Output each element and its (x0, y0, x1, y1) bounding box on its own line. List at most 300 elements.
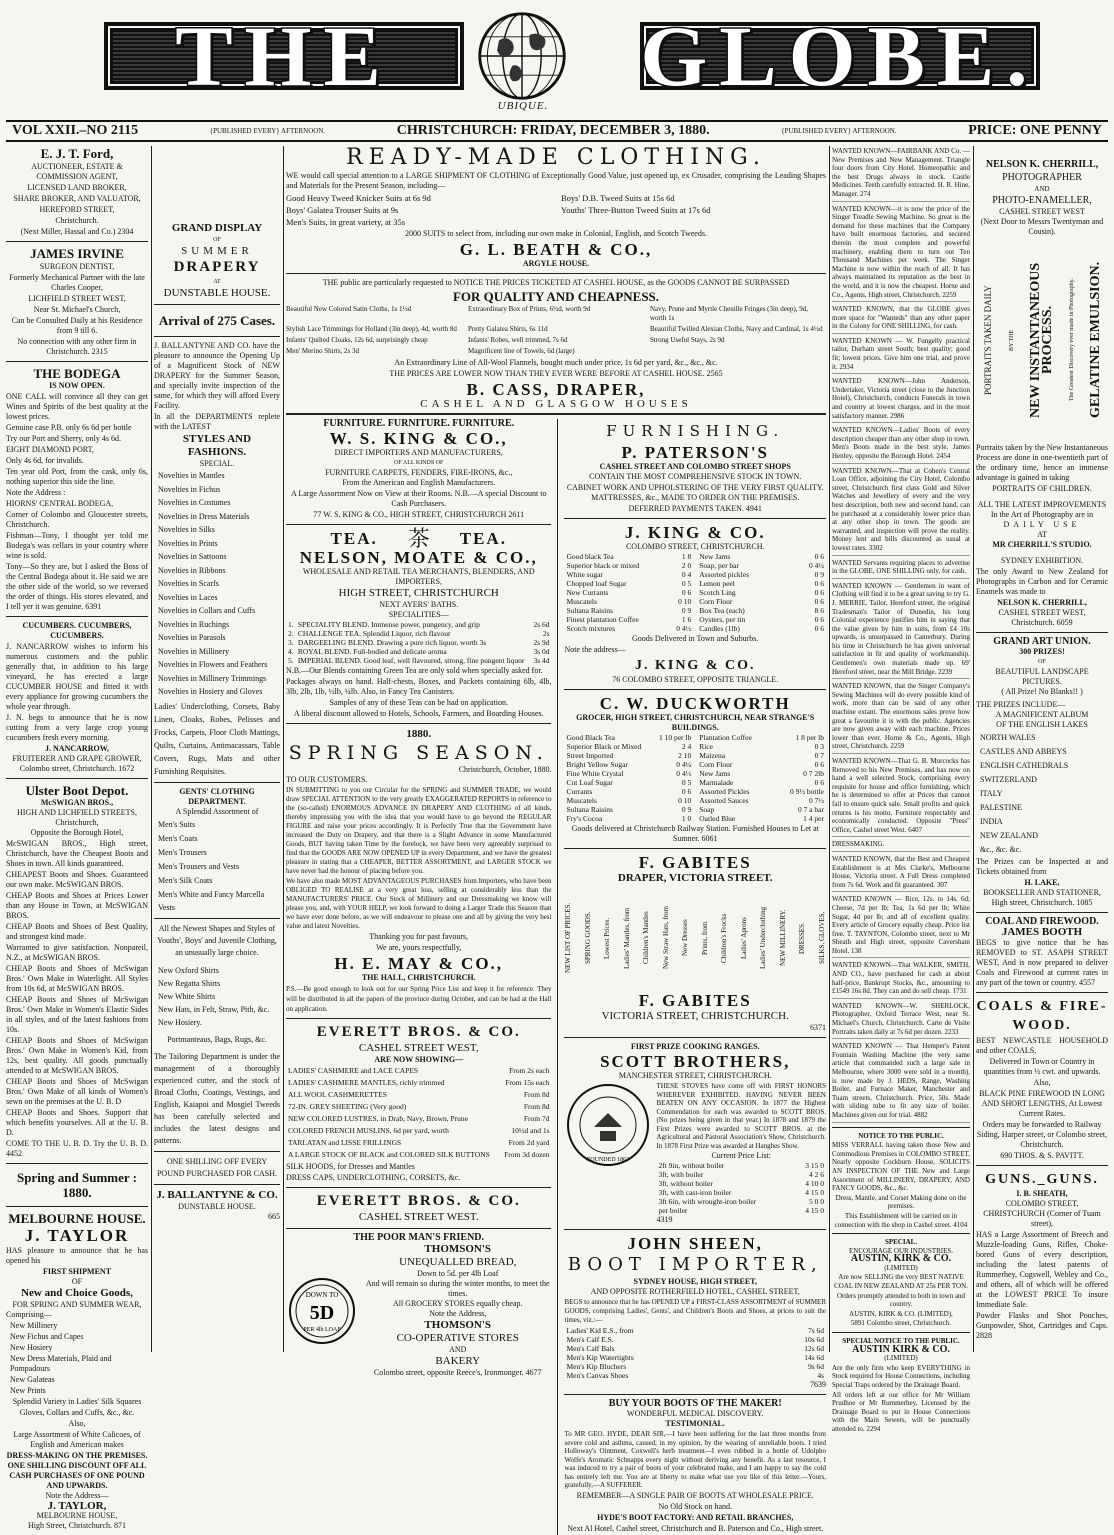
cherrill-name: NELSON K. CHERRILL, (985, 159, 1099, 170)
irvine-line: No connection with any other firm in Christchurch. 2315 (17, 337, 137, 356)
gents-item: Men's Trousers (158, 847, 207, 857)
coals-also: Also, (1033, 1078, 1051, 1087)
everett-row (286, 1149, 551, 1161)
duck-row (564, 805, 693, 814)
wanted-ad: WANTED KNOWN—That WALKER, SMITH, AND CO., have purchased for cash at about half-price, Bankrupt Stocks, &c., amounting to £1549 16s 8d. They can and do sell cheap. 1731 (832, 961, 970, 998)
duckworth-name: C. W. DUCKWORTH (599, 694, 791, 713)
gabites-column-text: NEW LIST OF PRICES. (564, 902, 573, 974)
vert-portraits: PORTRAITS TAKEN DAILY (983, 285, 993, 395)
gabites-column-text: New Straw Hats, from (661, 906, 670, 970)
wanted-ad: WANTED KNOWN, that the Best and Cheapest Establishment is at Mrs Clarke's, Melbourne House, Victoria street. A Full Dress completed from 7s 6d. Work and fit guaranteed. 307 (832, 855, 970, 892)
gabites-column-text: Children's Frocks (720, 913, 729, 963)
duckworth-sub: GROCER, HIGH STREET, CHRISTCHURCH, NEAR STRANGE'S BUILDINGS. (576, 713, 815, 732)
jking-row-cell: 2 0 (681, 561, 692, 570)
scott-row-cell: 4 10 0 (805, 1179, 824, 1188)
vert-by-the: BY THE (1009, 329, 1015, 351)
special2-head: SPECIAL NOTICE TO THE PUBLIC. (842, 1337, 960, 1346)
ready-made-head: READY-MADE CLOTHING. (346, 145, 766, 170)
sheath-address: COLOMBO STREET, CHRISTCHURCH (Corner of Tuam street), (983, 1199, 1101, 1228)
bodega-line: Ten year old Port, from the cask, only 6s, nothing superior this side the line. (6, 467, 148, 486)
volume-number: VOL XXII.–NO 2115 (12, 123, 139, 138)
youths-clothing: All the Newest Shapes and Styles of Youths', Boys' and Juvenile Clothing, an unusually large choice. (157, 923, 277, 957)
wanted-ad: WANTED KNOWN—it is now the price of the Singer Treadle Sewing Machine. So great is the demand for these machines that the Company have built enormous factories, and secured therein the most complete and powerful machinery, enabling them to turn out Ten Thousand Machines per week. The Singer Machine is now within the reach of all. It has always maintained its reputation as the best in the world, and it is now the cheapest. Horne and Co., Agents, High street, Christchurch. 2259 (832, 205, 970, 303)
taylor-items (6, 1321, 148, 1396)
spring-season: SPRING SEASON. (288, 742, 549, 764)
duck-row-cell: 0 7 a bar (797, 805, 824, 814)
ready-row: Good Heavy Tweed Knicker Suits at 6s 9d (286, 193, 431, 203)
duck-row (697, 805, 826, 814)
duck-row-cell: 0 6 (814, 778, 824, 787)
furniture-head: FURNITURE. FURNITURE. FURNITURE. (323, 418, 515, 429)
scott-row (656, 1170, 826, 1179)
irvine-line: LICHFIELD STREET WEST, (28, 294, 126, 303)
bread-address: Colombo street, opposite Reece's, Ironmonger. 4677 (373, 1368, 542, 1377)
booth-name: JAMES BOOTH (1001, 926, 1083, 938)
thomson2-name: THOMSON'S (424, 1319, 492, 1331)
scott-body: THESE STOVES have come off with FIRST HONORS WHEREVER EXHIBITED, HAVING NEVER BEEN BEATEN ON ANY OCCASION. In 1877 the Highest Commendation for each was awarded to SCOTT BROS. (No prizes being given in that year.) In 1878 and 1879 the First Prizes were awarded to SCOTT BROS. at the Agricultural and Pastoral Association's Show, Christchurch. In 1878 First Prize was awarded at Hanghes Show. (656, 1082, 826, 1150)
nelson-address: HIGH STREET, CHRISTCHURCH (338, 587, 499, 599)
gabites-column-text: DRESSES. (798, 922, 807, 954)
irvine-line: Can be Consulted Daily at his Residence from 9 till 6. (11, 316, 143, 335)
lake-address: High street, Christchurch. 1085 (991, 898, 1093, 907)
jking-row-cell: 0 6 (814, 579, 824, 588)
tea-row (286, 638, 551, 647)
vert-gelatine: GELATINE EMULSION. (1088, 261, 1103, 419)
sheen-row-cell: Men's Kip Watertights (566, 1353, 634, 1362)
duck-row (564, 796, 693, 805)
taylor-item: New Prints (10, 1386, 46, 1395)
art-union-place: INDIA (980, 817, 1003, 826)
cherrill2-name: NELSON K. CHERRILL, (997, 598, 1087, 607)
poor-man-head: THE POOR MAN'S FRIEND. (353, 1232, 485, 1243)
cass-item: Men' Merino Shirts, 2s 3d (286, 347, 360, 355)
gabites-name: F. GABITES (638, 853, 752, 872)
novelty-item: Novelties in Millinery Trimmings (158, 673, 267, 683)
scott-row-cell: 3ft, with cast-iron boiler (658, 1188, 732, 1197)
jking-row-cell: 0 4 (681, 570, 692, 579)
austin-name: AUSTIN, KIRK & CO. (850, 1253, 952, 1265)
dateline (6, 120, 1108, 142)
jking-row-cell: 0 6 (814, 624, 824, 633)
cass-note: THE public are particularly requested to NOTICE THE PRICES TICKETED AT CASHEL HOUSE, as the GOODS CANNOT BE SURPASSED (322, 278, 790, 287)
tea-row-cell: 2s (542, 629, 550, 638)
austin-orders: Orders promptly attended to both in town and country. (836, 1291, 966, 1309)
tea-row-cell: 1. (288, 620, 294, 629)
notice-body: MISS VERRALL having taken those New and Commodious Premises in COLOMBO STREET, Nearly opposite Cockburn House, SOLICITS AN INSPECTION OF THE New and Large Assortment of MILLINERY, DRAPERY, AND FANCY GOODS, &c., &c. (832, 1141, 970, 1193)
wanted-ad: WANTED KNOWN—John Anderson, Undertaker, Victoria street (close to the Junction Hotel), Christchurch, conducts Funerals in town and country at lowest charges, and in the most satisfactory manner. 2986 (832, 377, 970, 423)
jking-row (697, 579, 826, 588)
tea-row-cell: 3. (288, 638, 294, 647)
duck-row-cell: Sultana Raisins (566, 805, 613, 814)
cherrill-enameller: PHOTO-ENAMELLER, (992, 195, 1092, 206)
austin-sign: AUSTIN, KIRK & CO. (LIMITED), (849, 1309, 953, 1318)
cass-quality: FOR QUALITY AND CHEAPNESS. (452, 289, 660, 304)
jking-row-cell: Box Tea (each) (699, 606, 745, 615)
tea-char: 茶 (407, 525, 430, 551)
art-union-place: PALESTINE (980, 803, 1022, 812)
gabites2-sub: VICTORIA STREET, CHRISTCHURCH. (601, 1010, 789, 1022)
sheen-row-cell: 12s 6d (804, 1344, 824, 1353)
novelty-item: Novelties in Scarfs (158, 579, 219, 588)
taylor-name: J. TAYLOR (24, 1226, 130, 1245)
duck-row-cell: Superior Black or Mixed (566, 742, 642, 751)
cherrill-address: CASHEL STREET WEST (999, 207, 1085, 216)
shirt-item: New Regatta Shirts (158, 978, 221, 988)
furnishing-head: FURNISHING. (606, 422, 785, 440)
taylor-dressmaking: DRESS-MAKING ON THE PREMISES. (6, 1451, 148, 1460)
duck-row-cell: Soap (699, 805, 715, 814)
jking2-address: 76 COLOMBO STREET, OPPOSITE TRIANGLE. (612, 675, 779, 684)
gabites-num: 6371 (810, 1023, 826, 1032)
cass-sub: CASHEL AND GLASGOW HOUSES (420, 398, 692, 410)
taylor-comprising: Comprising— (6, 1310, 52, 1319)
austin-address: 5891 Colombo street, Christchurch. (850, 1319, 952, 1328)
jking-row-cell: 0 6 (814, 615, 824, 624)
wanted-ad: WANTED Servants requiring places to advertise in the GLOBE, ONE SHILLING only, for cash. (832, 559, 970, 579)
duck-row-cell: Muscatels (566, 796, 597, 805)
hyde-factory: HYDE'S BOOT FACTORY: AND RETAIL BRANCHES, (597, 1512, 794, 1522)
taylor-house: MELBOURNE HOUSE, (36, 1511, 118, 1520)
ford-lines (6, 162, 148, 237)
taylor-line: Large Assortment of White Calicoes, of English and American makes (13, 1430, 141, 1449)
everett-row-cell: 10½d and 1s (511, 1126, 550, 1135)
duck-row-cell: 0 5 (681, 778, 692, 787)
ballantyne-intro: J. BALLANTYNE AND CO. have the pleasure to announce the Opening Up of a Magnificent Stock of NEW DRAPERY for the Summer Season, and specially invite inspection of the same, for which they will afford Every Facility. (154, 341, 280, 410)
jking-row-cell: Finest plantation Coffee (566, 615, 639, 624)
cherrill2-address: CASHEL STREET WEST, (998, 608, 1086, 617)
art-union-place: SWITZERLAND (980, 775, 1037, 784)
tea-row-cell: ROYAL BLEND. Full-bodied and delicate aroma (297, 647, 447, 656)
duck-row-cell: Rice (699, 742, 713, 751)
everett-row (286, 1137, 551, 1149)
ulster-line: CHEAP Boots and Shoes of McSwigan Bros.' Own Make in Women's Elastic Sides in all styles, and of the latest fashions from 10s. (6, 995, 148, 1034)
tea-table (286, 620, 551, 665)
sheen-row (564, 1362, 826, 1371)
everett-name: EVERETT BROS. & CO. (316, 1024, 521, 1040)
jking-row-cell: 0 10 (678, 597, 692, 606)
jking-row (564, 561, 693, 570)
duck-row-cell: 0 6 (681, 787, 692, 796)
coals-pine: BLACK PINE FIREWOOD IN LONG AND SHORT LENGTHS, At Lowest Current Rates. (979, 1089, 1105, 1118)
duck-row-cell: Assorted Sauces (699, 796, 749, 805)
sheen-row-cell: Men's Calf Bals (566, 1344, 615, 1353)
cherrill-improve: ALL THE LATEST IMPROVEMENTS (977, 500, 1107, 509)
art-union-place: NEW ZEALAND (980, 831, 1038, 840)
novelty-item: Novelties in Collars and Cuffs (158, 606, 256, 615)
duck-row-cell: 0 3 (814, 742, 824, 751)
duck-row-cell: 0 4¼ (676, 760, 692, 769)
jking-row (564, 552, 693, 561)
spring-to: TO OUR CUSTOMERS. (286, 775, 368, 784)
everett-row-cell: 72-IN. GREY SHEETING (Very good) (288, 1102, 407, 1111)
sydney-body: The only Award to New Zealand for Photographs in Carbon and for Ceramic Enamels was made to (976, 567, 1108, 596)
cass-item: Navy, Prune and Myrtle Chenille Fringes (3in deep), 9d, worth 1s (650, 305, 808, 322)
sheen-row (564, 1344, 826, 1353)
duck-row-cell: Oatled Blue (699, 814, 736, 823)
column-6 (976, 146, 1108, 1352)
jking-row-cell: Superior black or mixed (566, 561, 640, 570)
duck-row (564, 814, 693, 823)
scott-row-cell: per boiler (658, 1206, 688, 1215)
tea-row (286, 629, 551, 638)
seal-bot-text: PER 4lb LOAF (303, 1326, 341, 1333)
wanted-ad: WANTED KNOWN — Gentlemen in want of Clothing will find it to be a great saving to try G. J. MERRIE, Tailor, Hereford street, the original Tradesman's Tailor of Dunedin, his long Colonial experience justifies him in saying that the value given by him in suits, from £4 10s upwards, is unsurpassed in Canterbury. During his time in Christchurch he has given universal satisfaction in fit and quality of workmanship. Gentlemen's own materials made up. 69' Hereford street, near the Mill Bridge. 2239 (832, 582, 970, 680)
thomson-name: THOMSON'S (424, 1243, 492, 1255)
jking-row-cell: 8 6 (814, 606, 824, 615)
notice-estab: This Establishment will be carried on in connection with the shop in Cashel street. 4104 (834, 1211, 968, 1229)
nancarrow-ad (6, 621, 148, 774)
jking-row (697, 624, 826, 633)
jking-left-table (564, 552, 693, 633)
scott-row-cell: 5 0 0 (809, 1197, 824, 1206)
taylor-shipment: FIRST SHIPMENT (42, 1267, 112, 1276)
sheen-row-cell: Men's Canvas Shoes (566, 1371, 629, 1380)
everett-row (286, 1125, 551, 1137)
col3-left-sub (286, 419, 551, 1535)
austin2-body: Are the only firm who keep EVERYTHING in Stock required for House Connections, including Special Traps ordered by the Drainage Board. (832, 1363, 970, 1389)
duck-row-cell: 0 7 2lb (803, 769, 824, 778)
tea-row-cell: 3s 0d (533, 647, 550, 656)
ballantyne-styles: STYLES AND FASHIONS. (182, 433, 252, 458)
duck-row (564, 787, 693, 796)
art-union-place: ENGLISH CATHEDRALS (980, 761, 1069, 770)
jking-row-cell: 1 8 (681, 552, 692, 561)
wanted-ad: WANTED KNOWN—Ladies' Boots of every description cheaper than any other shop in town. Men's Boots made in the best style. James Henley, opposite the Borough Hotel. 2454 (832, 426, 970, 463)
everett-row-cell: From 2s each (509, 1066, 550, 1075)
jking-row (564, 570, 693, 579)
scott-name: SCOTT BROTHERS, (600, 1052, 791, 1071)
coal-head: COAL AND FIREWOOD. (985, 916, 1099, 927)
publication-note-left: {PUBLISHED EVERY} AFTERNOON. (209, 127, 326, 135)
jking-row-cell: Oysters, per tin (699, 615, 746, 624)
king-note: A Large Assortment Now on View at their Rooms. N.B.—A special Discount to Cash Purchasers. (291, 489, 547, 508)
tea-row-cell: 4. (288, 647, 294, 656)
duck-row-cell: 0 6 (814, 760, 824, 769)
tea-row-cell: DARGEELING BLEND. Drawing a pure rich liquor, worth 3s (297, 638, 487, 647)
everett-table (286, 1065, 551, 1161)
jking-row-cell: Muscatels (566, 597, 597, 606)
ford-line: SHARE BROKER, AND VALUATOR, (13, 194, 141, 203)
nancarrow-address: Colombo street, Christchurch. 1672 (19, 764, 135, 773)
everett-row-cell: A LARGE STOCK OF BLACK and COLORED SILK BUTTONS (288, 1150, 490, 1159)
nelson-next: NEXT AYERS' BATHS. (379, 600, 459, 609)
ulster-line: COME TO THE U. B. D. Try the U. B. D. 4452 (6, 1139, 148, 1158)
taylor-ad (6, 1226, 148, 1531)
portmanteaus: Portmanteaus, Bags, Rugs, &c. (167, 1034, 267, 1044)
jking-row-cell: Scotch Ling (699, 588, 736, 597)
irvine-ad (6, 246, 148, 357)
jking-row (697, 561, 826, 570)
masthead-motto: UBIQUE. (497, 100, 549, 112)
sheen-row-cell: 14s 6d (804, 1353, 824, 1362)
bread-and: AND (449, 1345, 467, 1354)
gabites-column-text: Children's Mantles (642, 911, 651, 965)
special-head: SPECIAL. (884, 1238, 918, 1247)
sheen-row-cell: Ladies' Kid E.S., from (566, 1326, 634, 1335)
seal-year-text: FOUNDED 1863 (587, 1157, 630, 1163)
king-sub: DIRECT IMPORTERS AND MANUFACTURERS, (334, 448, 503, 457)
jking-address: COLOMBO STREET, CHRISTCHURCH. (625, 542, 765, 551)
art-union-place: NORTH WALES (980, 733, 1036, 742)
irvine-lines (6, 262, 148, 357)
novelty-item: Novelties in Parasols (158, 633, 226, 642)
art-union-place: &c., &c. &c. (980, 845, 1022, 854)
ballantyne-ladies: Ladies' Underclothing, Corsets, Baby Linen, Cloaks, Robes, Pelisses and Frocks, Carpets, Floor Cloth Mattings, Quilts, Curtains, Antimacassars, Table Covers, Rugs, Mats and other Furnishing Requisites. (154, 701, 280, 776)
ford-name: E. J. T. Ford, (40, 146, 114, 161)
duck-row (697, 787, 826, 796)
sheen-row (564, 1326, 826, 1335)
duck-row-cell: Corn Flour (699, 760, 733, 769)
shirts-list (154, 965, 280, 1029)
jking-row (697, 570, 826, 579)
sheen-row (564, 1335, 826, 1344)
everett-row (286, 1101, 551, 1113)
tea-specialities: SPECIALITIES— (388, 610, 449, 619)
taylor-item: New Galateas (10, 1375, 55, 1384)
scott-row (656, 1188, 826, 1197)
irvine-line: Formerly Mechanical Partner with the late Charles Cooper, (9, 273, 145, 292)
jking-row-cell: New Currants (566, 588, 609, 597)
cherrill-daily: DAILY USE (1003, 520, 1081, 529)
bakery: BAKERY (435, 1355, 481, 1367)
gabites-column-text: Ladies' Underclothing (759, 906, 768, 970)
nancarrow-body2: J. N. begs to announce that he is now cutting from a very large crop young cucumbers fresh every morning. (6, 713, 148, 742)
cherrill-photographer: PHOTOGRAPHER (1002, 172, 1082, 183)
taylor-for: FOR SPRING AND SUMMER WEAR, (12, 1300, 142, 1309)
duck-row (697, 814, 826, 823)
beath-name: G. L. BEATH & CO., (459, 240, 653, 259)
spring-thanks: Thanking you for past favours, (369, 932, 469, 941)
cherrill-children: PORTRAITS OF CHILDREN. (992, 484, 1092, 493)
duck-row (697, 769, 826, 778)
ulster-lines (6, 839, 148, 1159)
melbourne-house-head: MELBOURNE HOUSE. (8, 1211, 146, 1226)
wanted-ad: WANTED KNOWN—W. SHERLOCK, Photographer, Oxford Terrace West, near St. Michael's Church, Christchurch. Carte de Visite Portraits taken daily at 7s 6d per dozen. 2233 (832, 1002, 970, 1039)
jking-row (697, 552, 826, 561)
ulster-ad (6, 783, 148, 1159)
jking-row-cell: Candles (1lb) (699, 624, 740, 633)
taylor-note: Note the Address— (45, 1491, 109, 1500)
sheen-name: JOHN SHEEN, (627, 1234, 763, 1253)
nancarrow-head: CUCUMBERS. CUCUMBERS, CUCUMBERS. (22, 621, 132, 640)
ulster-line: CHEAP Boots and Shoes of McSwigan Bros.' Own Make in Waterlight. All Styles from 10s 6d, at McSWIGAN BROS. (6, 964, 148, 993)
taylor-discount: ONE SHILLING DISCOUNT OFF ALL CASH PURCHASES OF ONE POUND AND UPWARDS. (7, 1461, 147, 1490)
king-from: From the American and English Manufacturers. (342, 478, 496, 487)
masthead-title-right: GLOBE. (640, 8, 1040, 104)
jking-row (697, 606, 826, 615)
novelty-item: Novelties in Silks (158, 525, 215, 534)
duck-row-cell: 2 10 (678, 751, 692, 760)
jking-row-cell: 0 6 (814, 597, 824, 606)
king-of: OF ALL KINDS OF (394, 460, 444, 466)
sydney-exhibition: SYDNEY EXHIBITION. (1000, 556, 1084, 565)
sheen-row-cell: 9s 6d (807, 1362, 824, 1371)
city-date: CHRISTCHURCH: FRIDAY, DECEMBER 3, 1880. (396, 123, 710, 138)
ulster-line: McSWIGAN BROS., High street, Christchurch, have the Cheapest Boots and Shoes in town. All kinds guaranteed. (6, 839, 148, 868)
nancarrow-sign: J. NANCARROW, (45, 744, 109, 753)
austin2-limited: (LIMITED) (884, 1354, 918, 1363)
austin-body: Are now SELLING the very BEST NATIVE COAL IN NEW ZEALAND AT 25s PER TON. (834, 1273, 968, 1291)
gabites-column-text: Ladies' Mantles, from (622, 907, 631, 969)
no-old-stock: No Old Stock on hand. (658, 1501, 733, 1511)
duck-delivered: Goods delivered at Christchurch Railway Station. Furnished Houses to Let at Sumner. 6061 (571, 824, 819, 843)
ready-made-suits: 2000 SUITS to select from, including our own make in Colonial, English, and Scotch Tweeds. (405, 229, 707, 238)
nancarrow-trade: FRUITERER AND GRAPE GROWER, (12, 754, 142, 763)
taylor-item: New Hosiery (10, 1343, 53, 1352)
may-ps: P.S.—Be good enough to look out for our Spring Price List and keep it for reference. They will be distributed in all the papers of the province during October, and can be had at the Hall on application. (286, 985, 552, 1013)
duck-row (697, 796, 826, 805)
globe-icon (474, 8, 570, 104)
everett-row (286, 1113, 551, 1125)
everett-row-cell: ALL WOOL CASHMERETTES (288, 1090, 387, 1099)
jking-row (697, 615, 826, 624)
ulster-line: CHEAP Boots and Shoes of Best Quality, and strongest kind made. (6, 922, 148, 941)
king-goods: FURNITURE CARPETS, FENDERS, FIRE-IRONS, &c., (325, 468, 513, 477)
duck-right-table (697, 733, 826, 823)
irvine-line: Near St. Michael's Church, (33, 305, 121, 314)
cooking-ranges-head: FIRST PRIZE COOKING RANGES. (630, 1042, 760, 1051)
bread-note: Note the Address, (429, 1309, 487, 1318)
jking-delivered: Goods Delivered in Town and Suburbs. (632, 634, 759, 643)
notice-head: NOTICE TO THE PUBLIC. (858, 1131, 944, 1140)
boot-importer: BOOT IMPORTER, (567, 1254, 823, 1275)
tea-row-cell: IMPERIAL BLEND. Good leaf, well flavoured, strong, fine pungent liquor (297, 656, 525, 665)
cass-item: Magnificent line of Towels, 6d (large) (468, 347, 575, 355)
taylor-goods: New and Choice Goods, (21, 1287, 133, 1299)
art-union-of: OF (1038, 659, 1046, 665)
ballantyne-num: 665 (268, 1211, 280, 1221)
tea-nb: N.B.—Our Blends containing Green Tea are only sold when specially asked for. (286, 666, 543, 675)
notice-dress: Dress, Mantle, and Corset Making done on the premises. (835, 1193, 967, 1211)
taylor-sign: J. TAYLOR, (47, 1500, 107, 1512)
art-union-places (976, 731, 1108, 856)
vert-process: NEW INSTANTANEOUS PROCESS. (1028, 262, 1055, 418)
bodega-lines (6, 392, 148, 612)
paterson-work: CABINET WORK AND UPHOLSTERING OF THE VERY FIRST QUALITY. MATTRESSES, &c., MADE TO ORDER ON THE PREMISES. (566, 483, 824, 502)
scott-row (656, 1161, 826, 1170)
duck-row-cell: 1 4 per (803, 814, 824, 823)
ulster-firm: McSWIGAN BROS., (40, 798, 114, 807)
bodega-line: Only 4s 6d, for invalids. (6, 456, 84, 465)
duck-row-cell: Cut Loaf Sugar (566, 778, 613, 787)
shirt-item: New Hosiery. (158, 1017, 202, 1027)
wanted-ad: WANTED KNOWN—That G. B. Murcocks has Removed to his New Premises, and has now on hand a well selected Stock, comprising every requisite for house and office furnishing, which he is determined to offer at Prices that cannot fail to ensure quick sale. Small profits and quick returns is his motto. Furniture respectably and economically conducted. Opposite "Press" Office, Cashel street West. 6407 (832, 757, 970, 837)
ulster-address: HIGH AND LICHFIELD STREETS, Christchurch, (17, 808, 137, 827)
jking-row (697, 597, 826, 606)
austin2-orders: All orders left at our office for Mr William Prudhoe or Mr Rummerhey, Licensed by the Drainage Board to put in House Connections with the Main Sewers, will be punctually attended to. 2294 (832, 1390, 970, 1433)
cass-lower: THE PRICES ARE LOWER NOW THAN THEY EVER WERE BEFORE AT CASHEL HOUSE. 2565 (389, 369, 723, 378)
duck-row-cell: Currants (566, 787, 593, 796)
wanted-ad: WANTED KNOWN, that the GLOBE gives more space for "Wanteds" than any other paper in the Colony for ONE SHILLING, for cash. (832, 305, 970, 334)
shirt-item: New Hats, in Felt, Straw, Pith, &c. (158, 1004, 270, 1014)
novelty-item: Novelties in Ruchings (158, 619, 230, 629)
bodega-line: Fishman—Tony, I thought yer told me Bodega's was cellars in your country where wine is sold. (6, 531, 148, 560)
cass-cheap: An Extraordinary Line of All-Wool Flannels, bought much under price, 1s 6d per yard, &c., &c., &c. (394, 358, 718, 367)
vert-discovery: The Greatest Discovery ever made in Photography. (1069, 278, 1075, 402)
tea-row (286, 656, 551, 665)
nelson-name: NELSON, MOATE & CO., (299, 548, 538, 567)
jking-row (564, 597, 693, 606)
sheen-row-cell: 4s (817, 1371, 824, 1380)
duck-left-table (564, 733, 693, 823)
column-1 (6, 146, 148, 1530)
ready-made-rows (286, 192, 826, 228)
everett-row (286, 1089, 551, 1101)
shilling-off: ONE SHILLING OFF EVERY POUND PURCHASED FOR CASH. (156, 1156, 278, 1178)
column-2 (154, 146, 280, 1352)
argyle-house: ARGYLE HOUSE. (522, 259, 590, 268)
jking-row-cell: 1 6 (681, 615, 692, 624)
